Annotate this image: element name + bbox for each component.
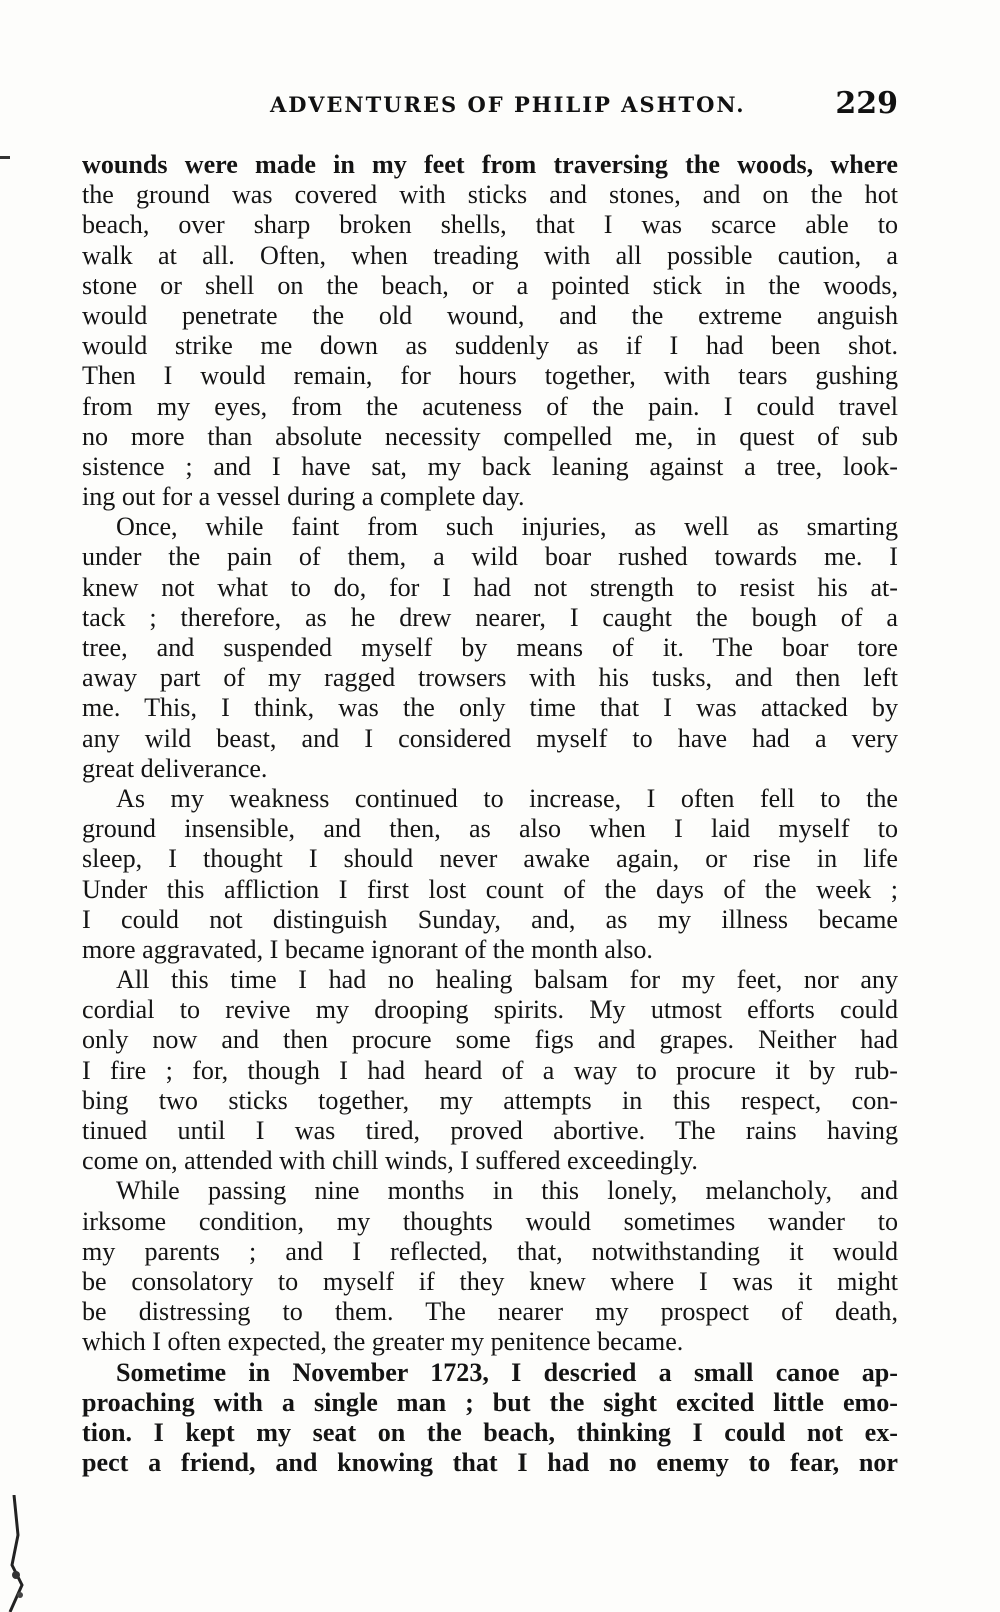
text-line: great deliverance. <box>82 753 268 783</box>
text-line: no more than absolute necessity compelled me, in quest of sub <box>82 421 898 451</box>
text-line: tree, and suspended myself by means of it. The boar tore <box>82 633 898 662</box>
text-line: cordial to revive my drooping spirits. My utmost efforts could <box>82 995 898 1025</box>
page-header <box>82 86 898 132</box>
text-line: pect a friend, and knowing that I had no enemy to fear, nor <box>82 1448 898 1478</box>
margin-mark <box>0 156 10 159</box>
text-line: I fire ; for, though I had heard of a way to procure it by rub- <box>82 1055 898 1085</box>
text-line: beach, over sharp broken shells, that I was scarce able to <box>82 210 898 240</box>
text-line: wounds were made in my feet from traversing the woods, where <box>82 150 898 179</box>
text-line: be consolatory to myself if they knew where I was it might <box>82 1266 898 1296</box>
text-line: from my eyes, from the acuteness of the pain. I could travel <box>82 391 898 421</box>
text-line: my parents ; and I reflected, that, notwithstanding it would <box>82 1236 898 1266</box>
text-line: Once, while faint from such injuries, as well as smarting <box>116 512 898 542</box>
text-line: come on, attended with chill winds, I suffered exceedingly. <box>82 1146 698 1176</box>
text-line: would penetrate the old wound, and the extreme anguish <box>82 300 898 330</box>
text-line: Under this affliction I first lost count of the days of the week ; <box>82 874 898 904</box>
text-line: bing two sticks together, my attempts in this respect, con- <box>82 1085 898 1115</box>
text-line: walk at all. Often, when treading with all possible caution, a <box>82 240 898 270</box>
text-line: ground insensible, and then, as also when I laid myself to <box>82 814 898 844</box>
text-line: proaching with a single man ; but the sight excited little emo- <box>82 1387 898 1417</box>
text-line: irksome condition, my thoughts would sometimes wander to <box>82 1206 898 1236</box>
text-line: any wild beast, and I considered myself to have had a very <box>82 723 898 753</box>
text-line: tack ; therefore, as he drew nearer, I caught the bough of a <box>82 602 898 632</box>
text-line: All this time I had no healing balsam for my feet, nor any <box>116 965 898 995</box>
text-line: stone or shell on the beach, or a pointed stick in the woods, <box>82 270 898 300</box>
text-line: As my weakness continued to increase, I often fell to the <box>116 783 898 813</box>
scan-smudge <box>4 1495 30 1612</box>
text-line: knew not what to do, for I had not strength to resist his at- <box>82 572 898 602</box>
text-line: sleep, I thought I should never awake again, or rise in life <box>82 844 898 874</box>
text-line: would strike me down as suddenly as if I had been shot. <box>82 331 898 361</box>
text-line: away part of my ragged trowsers with his tusks, and then left <box>82 663 898 693</box>
text-line: me. This, I think, was the only time that I was attacked by <box>82 693 898 723</box>
text-line: which I often expected, the greater my penitence became. <box>82 1327 684 1357</box>
text-line: sistence ; and I have sat, my back leaning against a tree, look- <box>82 451 898 481</box>
body-text <box>82 150 898 1478</box>
text-line: more aggravated, I became ignorant of the month also. <box>82 934 653 964</box>
page-number: 229 <box>835 86 898 121</box>
text-line: the ground was covered with sticks and stones, and on the hot <box>82 180 898 210</box>
text-line: I could not distinguish Sunday, and, as my illness became <box>82 904 898 934</box>
text-line: be distressing to them. The nearer my prospect of death, <box>82 1297 898 1327</box>
text-line: under the pain of them, a wild boar rushed towards me. I <box>82 542 898 572</box>
text-line: ing out for a vessel during a complete day. <box>82 482 525 512</box>
text-line: Sometime in November 1723, I descried a small canoe ap- <box>116 1357 898 1387</box>
text-line: only now and then procure some figs and grapes. Neither had <box>82 1025 898 1055</box>
text-line: While passing nine months in this lonely, melancholy, and <box>116 1176 898 1206</box>
text-line: tion. I kept my seat on the beach, thinking I could not ex- <box>82 1417 898 1447</box>
running-title: ADVENTURES OF PHILIP ASHTON. <box>270 92 746 117</box>
text-line: tinued until I was tired, proved abortive. The rains having <box>82 1116 898 1145</box>
text-line: Then I would remain, for hours together, with tears gushing <box>82 361 898 391</box>
